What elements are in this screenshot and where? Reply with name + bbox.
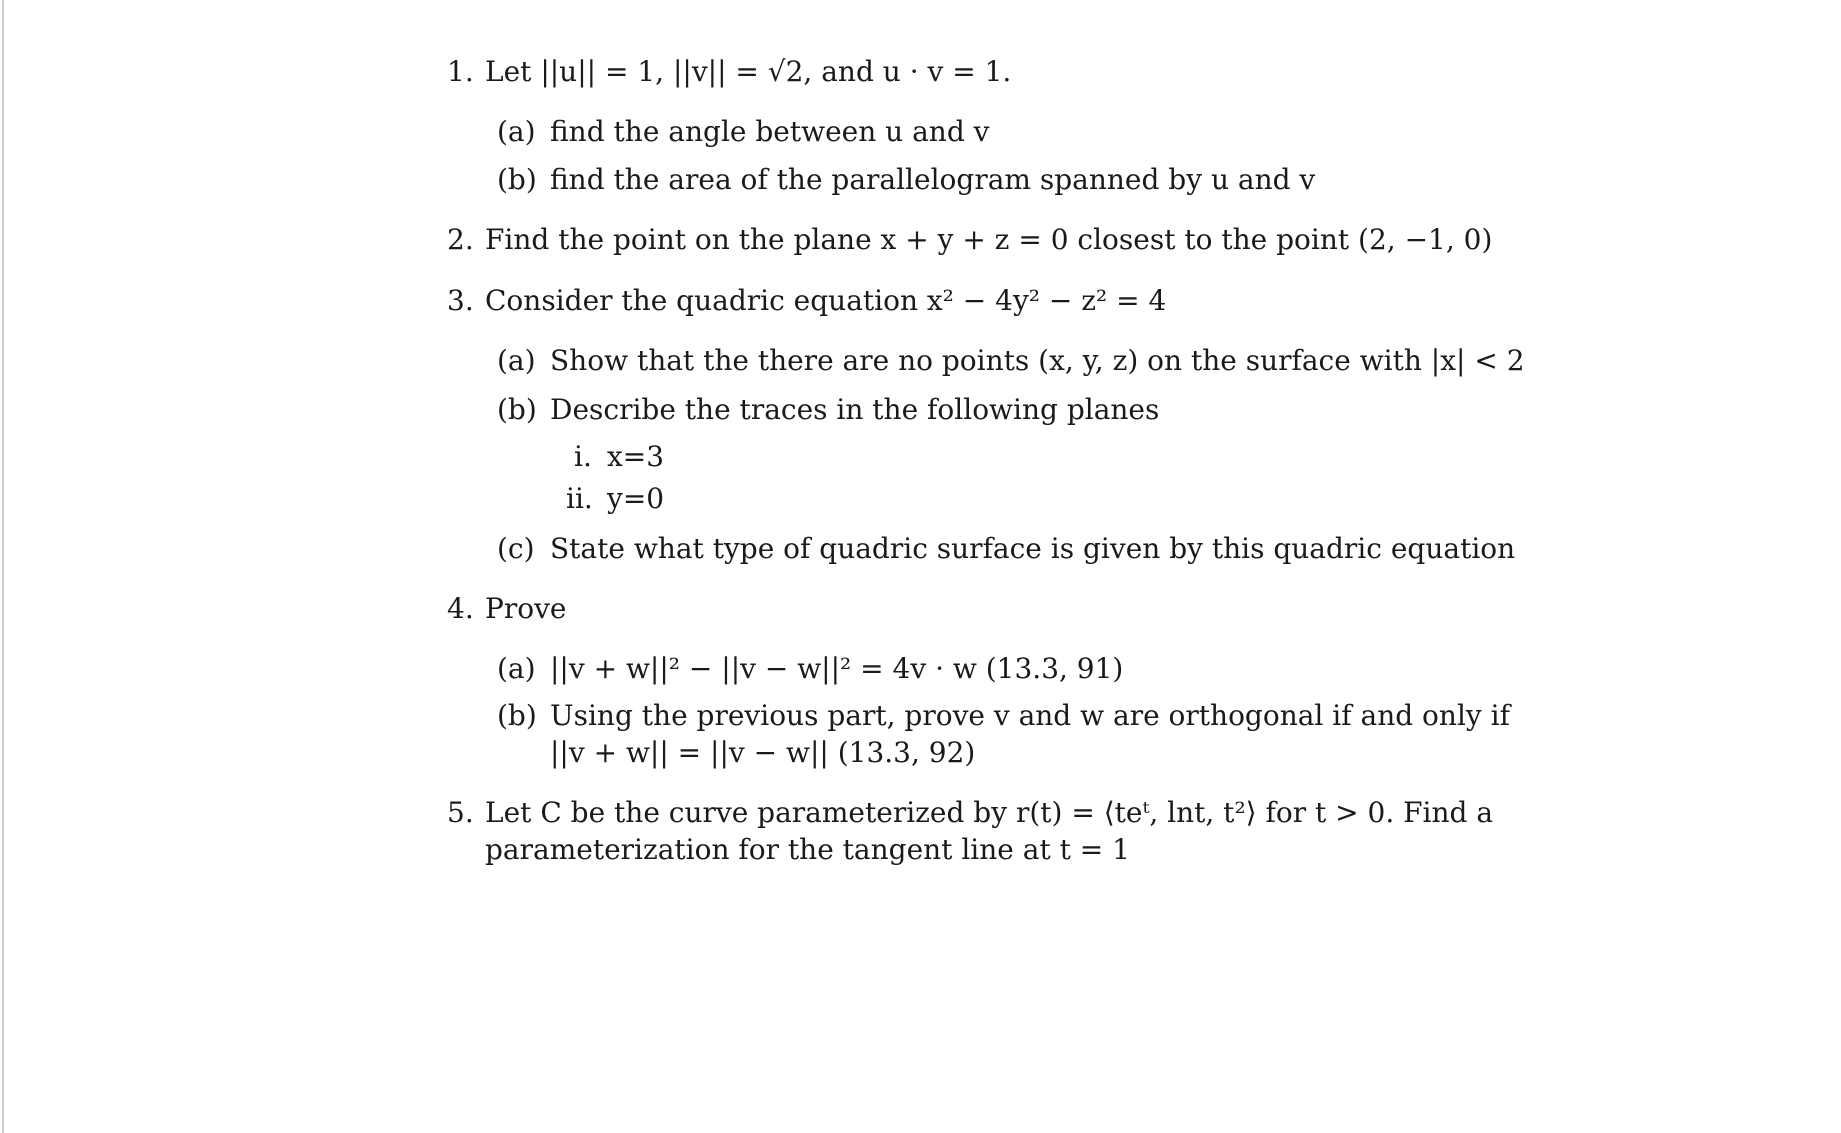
part-text: Show that the there are no points (x, y, z) on the surface with |x| < 2 (550, 344, 1525, 377)
subpart-label: ii. (566, 482, 593, 515)
part-text: find the angle between u and v (550, 115, 990, 148)
part-label: (c) (497, 532, 535, 565)
part-label: (b) (497, 699, 537, 732)
problem-number: 1. (447, 55, 474, 88)
part-text-continued: ||v + w|| = ||v − w|| (13.3, 92) (550, 736, 976, 769)
part-label: (b) (497, 163, 537, 196)
problem-text: Let C be the curve parameterized by r(t) = ⟨teᵗ, lnt, t²⟩ for t > 0. Find a (485, 796, 1494, 829)
problem-text: Let ||u|| = 1, ||v|| = √2, and u · v = 1. (485, 55, 1012, 88)
problem-text-continued: parameterization for the tangent line at t = 1 (485, 833, 1130, 866)
subpart-text: y=0 (607, 482, 665, 515)
problem-number: 3. (447, 284, 474, 317)
part-label: (b) (497, 393, 537, 426)
part-text: State what type of quadric surface is given by this quadric equation (550, 532, 1516, 565)
part-text: Using the previous part, prove v and w are orthogonal if and only if (550, 699, 1510, 732)
problem-number: 2. (447, 223, 474, 256)
part-text: Describe the traces in the following planes (550, 393, 1160, 426)
part-label: (a) (497, 344, 536, 377)
part-label: (a) (497, 652, 536, 685)
part-text: find the area of the parallelogram spanned by u and v (550, 163, 1316, 196)
part-text: ||v + w||² − ||v − w||² = 4v · w (13.3, 91) (550, 652, 1124, 685)
problem-text: Prove (485, 592, 567, 625)
problem-text: Consider the quadric equation x² − 4y² − z² = 4 (485, 284, 1167, 317)
problem-number: 5. (447, 796, 474, 829)
problem-number: 4. (447, 592, 474, 625)
problem-text: Find the point on the plane x + y + z = 0 closest to the point (2, −1, 0) (485, 223, 1493, 256)
subpart-text: x=3 (607, 440, 665, 473)
subpart-label: i. (574, 440, 592, 473)
part-label: (a) (497, 115, 536, 148)
